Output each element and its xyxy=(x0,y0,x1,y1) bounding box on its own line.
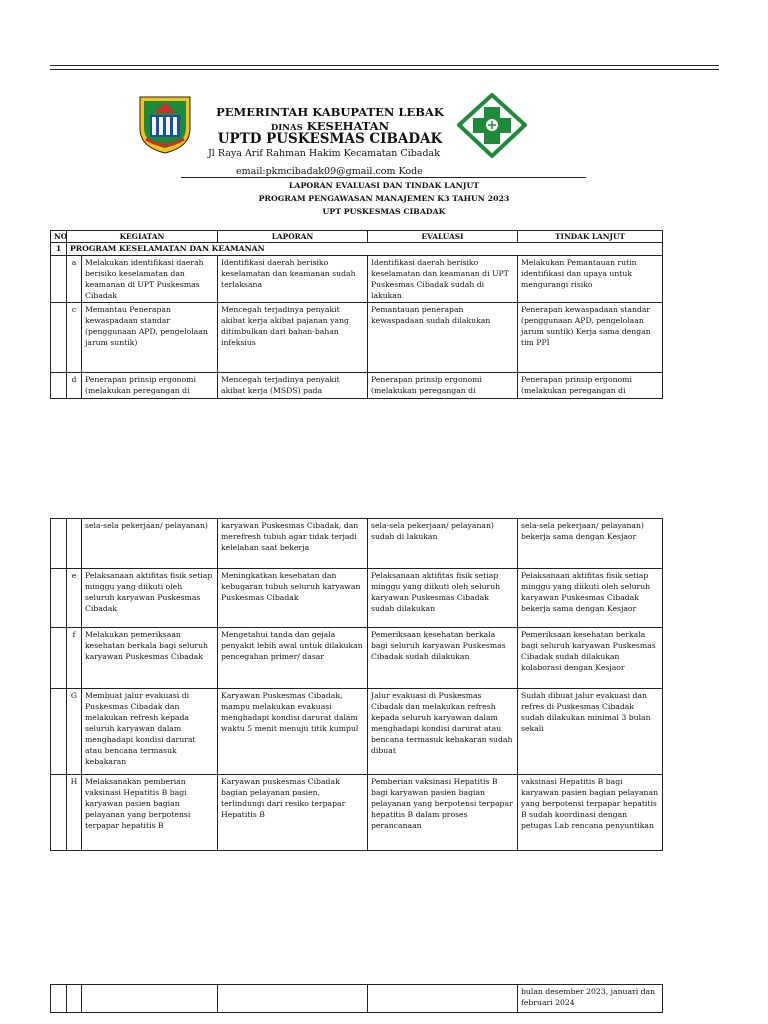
row-label: f xyxy=(67,628,82,689)
row-label: a xyxy=(67,256,82,303)
kegiatan-cell: Memantau Penerapan kewaspadaan standar (penggunaan APD, pengelolaan jarum suntik) xyxy=(82,303,218,373)
evaluation-table-part2 xyxy=(50,518,663,851)
laporan-cell: Meningkatkan kesehatan dan kebugaran tubuh seluruh karyawan Puskesmas Cibadak xyxy=(218,569,368,628)
col-header-laporan: LAPORAN xyxy=(218,231,368,243)
table-row xyxy=(51,689,663,775)
address: Jl Raya Arif Rahman Hakim Kecamatan Cibadak xyxy=(208,148,440,159)
table-row xyxy=(51,519,663,569)
evaluasi-cell: Pemberian vaksinasi Hepatitis B bagi karyawan pasien bagian pelayanan yang berpotensi terpapar hepatitis B dalam proses perancanaan xyxy=(368,775,518,851)
report-title: LAPORAN EVALUASI DAN TINDAK LANJUT xyxy=(288,181,480,190)
institution-name: UPTD PUSKESMAS CIBADAK xyxy=(217,131,443,147)
col-header-no: NO xyxy=(51,231,67,243)
section-row xyxy=(51,243,663,256)
tindak-lanjut-cell: bulan desember 2023, januari dan februari 2024 xyxy=(518,985,663,1013)
col-header-kegiatan: KEGIATAN xyxy=(67,231,218,243)
kegiatan-cell: Membuat jalur evakuasi di Puskesmas Cibadak dan melakukan refresh kepada seluruh karyawan dalam menghadapi kondisi darurat atau bencana termasuk kebakaran xyxy=(82,689,218,775)
laporan-cell: karyawan Puskesmas Cibadak, dan merefresh tubuh agar tidak terjadi kelelahan saat bekerja xyxy=(218,519,368,569)
laporan-cell: Mencegah terjadinya penyakit akibat kerja (MSDS) pada xyxy=(218,373,368,399)
row-label: e xyxy=(67,569,82,628)
evaluasi-cell: Jalur evakuasi di Puskesmas Cibadak dan melakukan refresh kepada seluruh karyawan dalam menghadapi kondisi darurat atau bencana termasuk kebakaran sudah dibuat xyxy=(368,689,518,775)
row-label: G xyxy=(67,689,82,775)
laporan-cell: Karyawan puskesmas Cibadak bagian pelayanan pasien, terlindungi dari resiko terpapar Hepatitis B xyxy=(218,775,368,851)
evaluasi-cell: Identifikasi daerah berisiko keselamatan dan keamanan di UPT Puskesmas Cibadak sudah di lakukan xyxy=(368,256,518,303)
tindak-lanjut-cell: Pemeriksaan kesehatan berkala bagi seluruh karyawan Puskesmas Cibadak sudah dilakukan kolaborasi dengan Kesjaor xyxy=(518,628,663,689)
report-program: PROGRAM PENGAWASAN MANAJEMEN K3 TAHUN 2023 xyxy=(258,194,510,203)
evaluasi-cell: Pelaksanaan aktifitas fisik setiap minggu yang diikuti oleh seluruh karyawan Puskesmas Cibadak sudah dilakukan xyxy=(368,569,518,628)
evaluation-table-part3 xyxy=(50,984,663,1013)
laporan-cell: Mencegah terjadinya penyakit akibat kerja akibat pajanan yang ditimbulkan dari bahan-bahan infeksius xyxy=(218,303,368,373)
evaluasi-cell: Penerapan prinsip ergonomi (melakukan peregangan di xyxy=(368,373,518,399)
laporan-cell: Identifikasi daerah berisiko keselamatan dan keamanan sudah terlaksana xyxy=(218,256,368,303)
department-main: KESEHATAN xyxy=(302,119,390,133)
table-row xyxy=(51,775,663,851)
tindak-lanjut-cell: Melakukan Pemantauan rutin identifikasi dan upaya untuk mengurangi risiko xyxy=(518,256,663,303)
evaluation-table-part1 xyxy=(50,230,663,399)
table-row xyxy=(51,303,663,373)
tindak-lanjut-cell: Pelaksanaan aktifitas fisik setiap minggu yang diikuti oleh seluruh karyawan Puskesmas Cibadak bekerja sama dengan Kesjaor xyxy=(518,569,663,628)
col-header-tindak-lanjut: TINDAK LANJUT xyxy=(518,231,663,243)
section-number: 1 xyxy=(51,243,67,256)
tindak-lanjut-cell: Sudah dibuat jalur evakuasi dan refres di Puskesmas Cibadak sudah dilakukan minimal 3 bulan sekali xyxy=(518,689,663,775)
table-header-row xyxy=(51,231,663,243)
kegiatan-cell: Melaksanakan pemberian vaksinasi Hepatitis B bagi karyawan pasien bagian pelayanan yang berpotensi terpapar hepatitis B xyxy=(82,775,218,851)
row-label: d xyxy=(67,373,82,399)
tindak-lanjut-cell: Penerapan kewaspadaan standar (penggunaan APD, pengelolaan jarum suntik) Kerja sama dengan tim PPI xyxy=(518,303,663,373)
report-institution: UPT PUSKESMAS CIBADAK xyxy=(322,207,446,216)
header-separator xyxy=(181,177,586,178)
kegiatan-cell: Melakukan identifikasi daerah berisiko keselamatan dan keamanan di UPT Puskesmas Cibadak xyxy=(82,256,218,303)
tindak-lanjut-cell: Penerapan prinsip ergonomi (melakukan peregangan di xyxy=(518,373,663,399)
lebak-emblem-icon xyxy=(134,93,196,155)
email-line: email:pkmcibadak09@gmail.com Kode xyxy=(236,166,423,177)
table-row xyxy=(51,569,663,628)
section-title: PROGRAM KESELAMATAN DAN KEAMANAN xyxy=(67,243,663,256)
table-row xyxy=(51,628,663,689)
laporan-cell: Mengetahui tanda dan gejala penyakit lebih awal untuk dilakukan pencegahan primer/ dasar xyxy=(218,628,368,689)
row-label: H xyxy=(67,775,82,851)
table-row xyxy=(51,373,663,399)
top-rule-double xyxy=(50,69,719,70)
department-prefix: DINAS xyxy=(270,123,303,133)
kegiatan-cell: Pelaksanaan aktifitas fisik setiap minggu yang diikuti oleh seluruh karyawan Puskesmas Cibadak xyxy=(82,569,218,628)
tindak-lanjut-cell: sela-sela pekerjaan/ pelayanan) bekerja sama dengan Kesjaor xyxy=(518,519,663,569)
table-row xyxy=(51,256,663,303)
evaluasi-cell: Pemantauan penerapan kewaspadaan sudah dilakukan xyxy=(368,303,518,373)
laporan-cell: Karyawan Puskesmas Cibadak, mampu melakukan evakuasi menghadapi kondisi darurat dalam waktu 5 menit menuju titik kumpul xyxy=(218,689,368,775)
evaluasi-cell: Pemeriksaan kesehatan berkala bagi seluruh karyawan Puskesmas Cibadak sudah dilakukan xyxy=(368,628,518,689)
health-cross-logo-icon xyxy=(457,93,527,158)
row-label: c xyxy=(67,303,82,373)
evaluasi-cell: sela-sela pekerjaan/ pelayanan) sudah di lakukan xyxy=(368,519,518,569)
gov-name: PEMERINTAH KABUPATEN LEBAK xyxy=(216,105,444,119)
col-header-evaluasi: EVALUASI xyxy=(368,231,518,243)
top-rule xyxy=(50,65,719,66)
tindak-lanjut-cell: vaksinasi Hepatitis B bagi karyawan pasien bagian pelayanan yang berpotensi terpapar hepatitis B sudah koordinasi dengan petugas Lab rencana penyuntikan xyxy=(518,775,663,851)
table-row xyxy=(51,985,663,1013)
kegiatan-cell: sela-sela pekerjaan/ pelayanan) xyxy=(82,519,218,569)
kegiatan-cell: Penerapan prinsip ergonomi (melakukan peregangan di xyxy=(82,373,218,399)
kegiatan-cell: Melakukan pemeriksaan kesehatan berkala bagi seluruh karyawan Puskesmas Cibadak xyxy=(82,628,218,689)
row-label xyxy=(67,519,82,569)
